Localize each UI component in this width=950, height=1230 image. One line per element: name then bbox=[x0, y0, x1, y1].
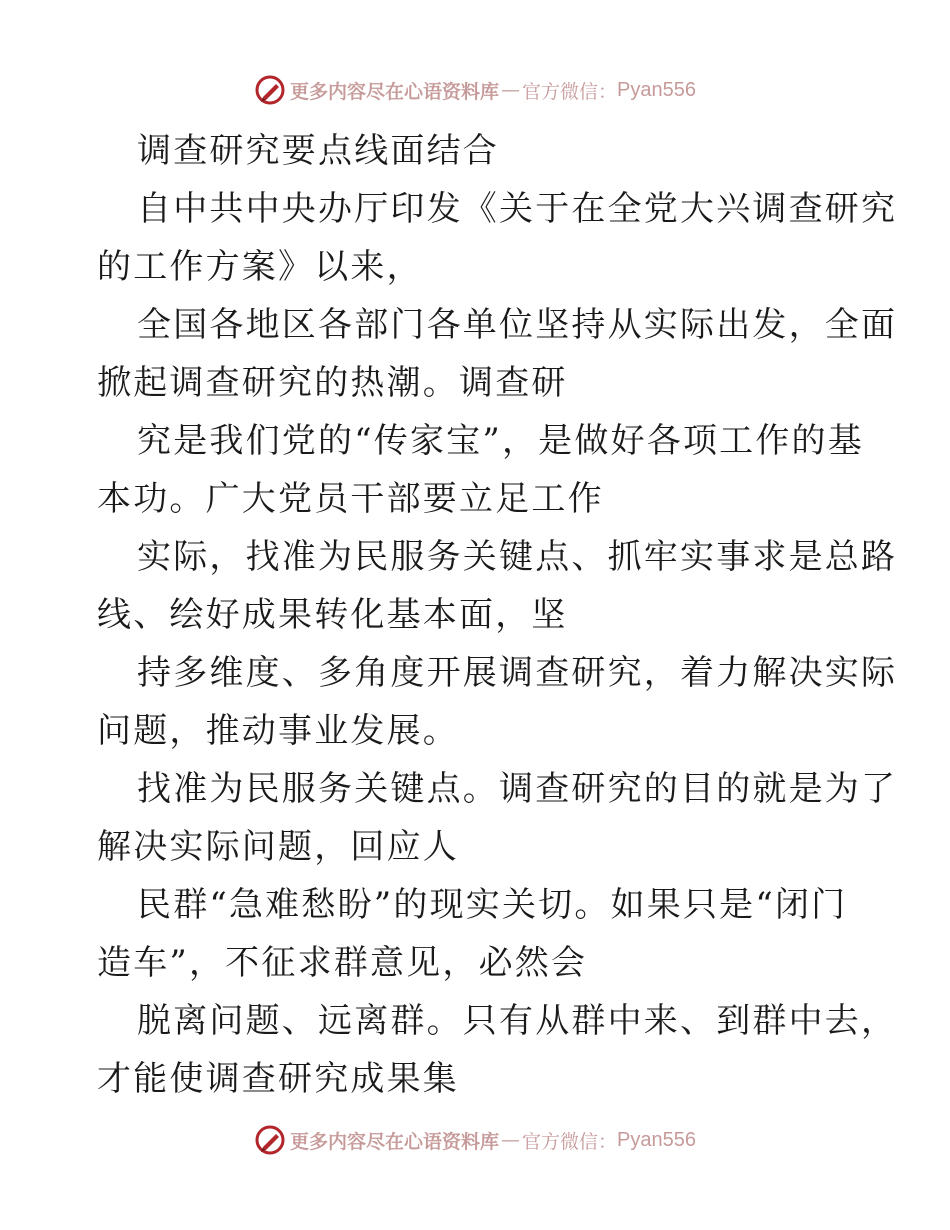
banner-wechat-id: Pyan556 bbox=[617, 78, 696, 101]
text-line: 脱离问题、远离群。只有从群中来、到群中去， bbox=[137, 1001, 898, 1041]
text-line: 自中共中央办厅印发《关于在全党大兴调查研究 bbox=[137, 189, 898, 229]
banner-wechat-id: Pyan556 bbox=[617, 1128, 696, 1151]
text-line: 实际，找准为民服务关键点、抓牢实事求是总路 bbox=[137, 537, 898, 577]
footer-banner bbox=[0, 1120, 950, 1160]
text-line: 找准为民服务关键点。调查研究的目的就是为了 bbox=[137, 769, 898, 809]
header-banner bbox=[0, 70, 950, 110]
pen-logo-icon bbox=[254, 1124, 286, 1156]
document-body bbox=[97, 122, 898, 1108]
banner-text: 更多内容尽在心语资料库 bbox=[290, 80, 500, 103]
text-line: 本功。广大党员干部要立足工作 bbox=[97, 479, 604, 519]
text-line: 究是我们党的“传家宝”，是做好各项工作的基 bbox=[137, 421, 864, 461]
document-title: 调查研究要点线面结合 bbox=[137, 131, 499, 171]
text-line: 持多维度、多角度开展调查研究，着力解决实际 bbox=[137, 653, 898, 693]
text-line: 的工作方案》以来， bbox=[97, 247, 423, 287]
text-line: 解决实际问题，回应人 bbox=[97, 827, 459, 867]
banner-text: 更多内容尽在心语资料库 bbox=[290, 1130, 500, 1153]
banner-dash: — bbox=[501, 1129, 521, 1151]
pen-logo-icon bbox=[254, 74, 286, 106]
text-line: 全国各地区各部门各单位坚持从实际出发，全面 bbox=[137, 305, 898, 345]
text-line: 民群“急难愁盼”的现实关切。如果只是“闭门 bbox=[137, 885, 848, 925]
text-line: 问题，推动事业发展。 bbox=[97, 711, 459, 751]
banner-wechat-label: 官方微信： bbox=[522, 1130, 618, 1153]
text-line: 掀起调查研究的热潮。调查研 bbox=[97, 363, 568, 403]
banner-dash: — bbox=[501, 79, 521, 101]
banner-wechat-label: 官方微信： bbox=[522, 80, 618, 103]
text-line: 线、绘好成果转化基本面，坚 bbox=[97, 595, 568, 635]
text-line: 才能使调查研究成果集 bbox=[97, 1059, 459, 1099]
text-line: 造车”，不征求群意见，必然会 bbox=[97, 943, 588, 983]
